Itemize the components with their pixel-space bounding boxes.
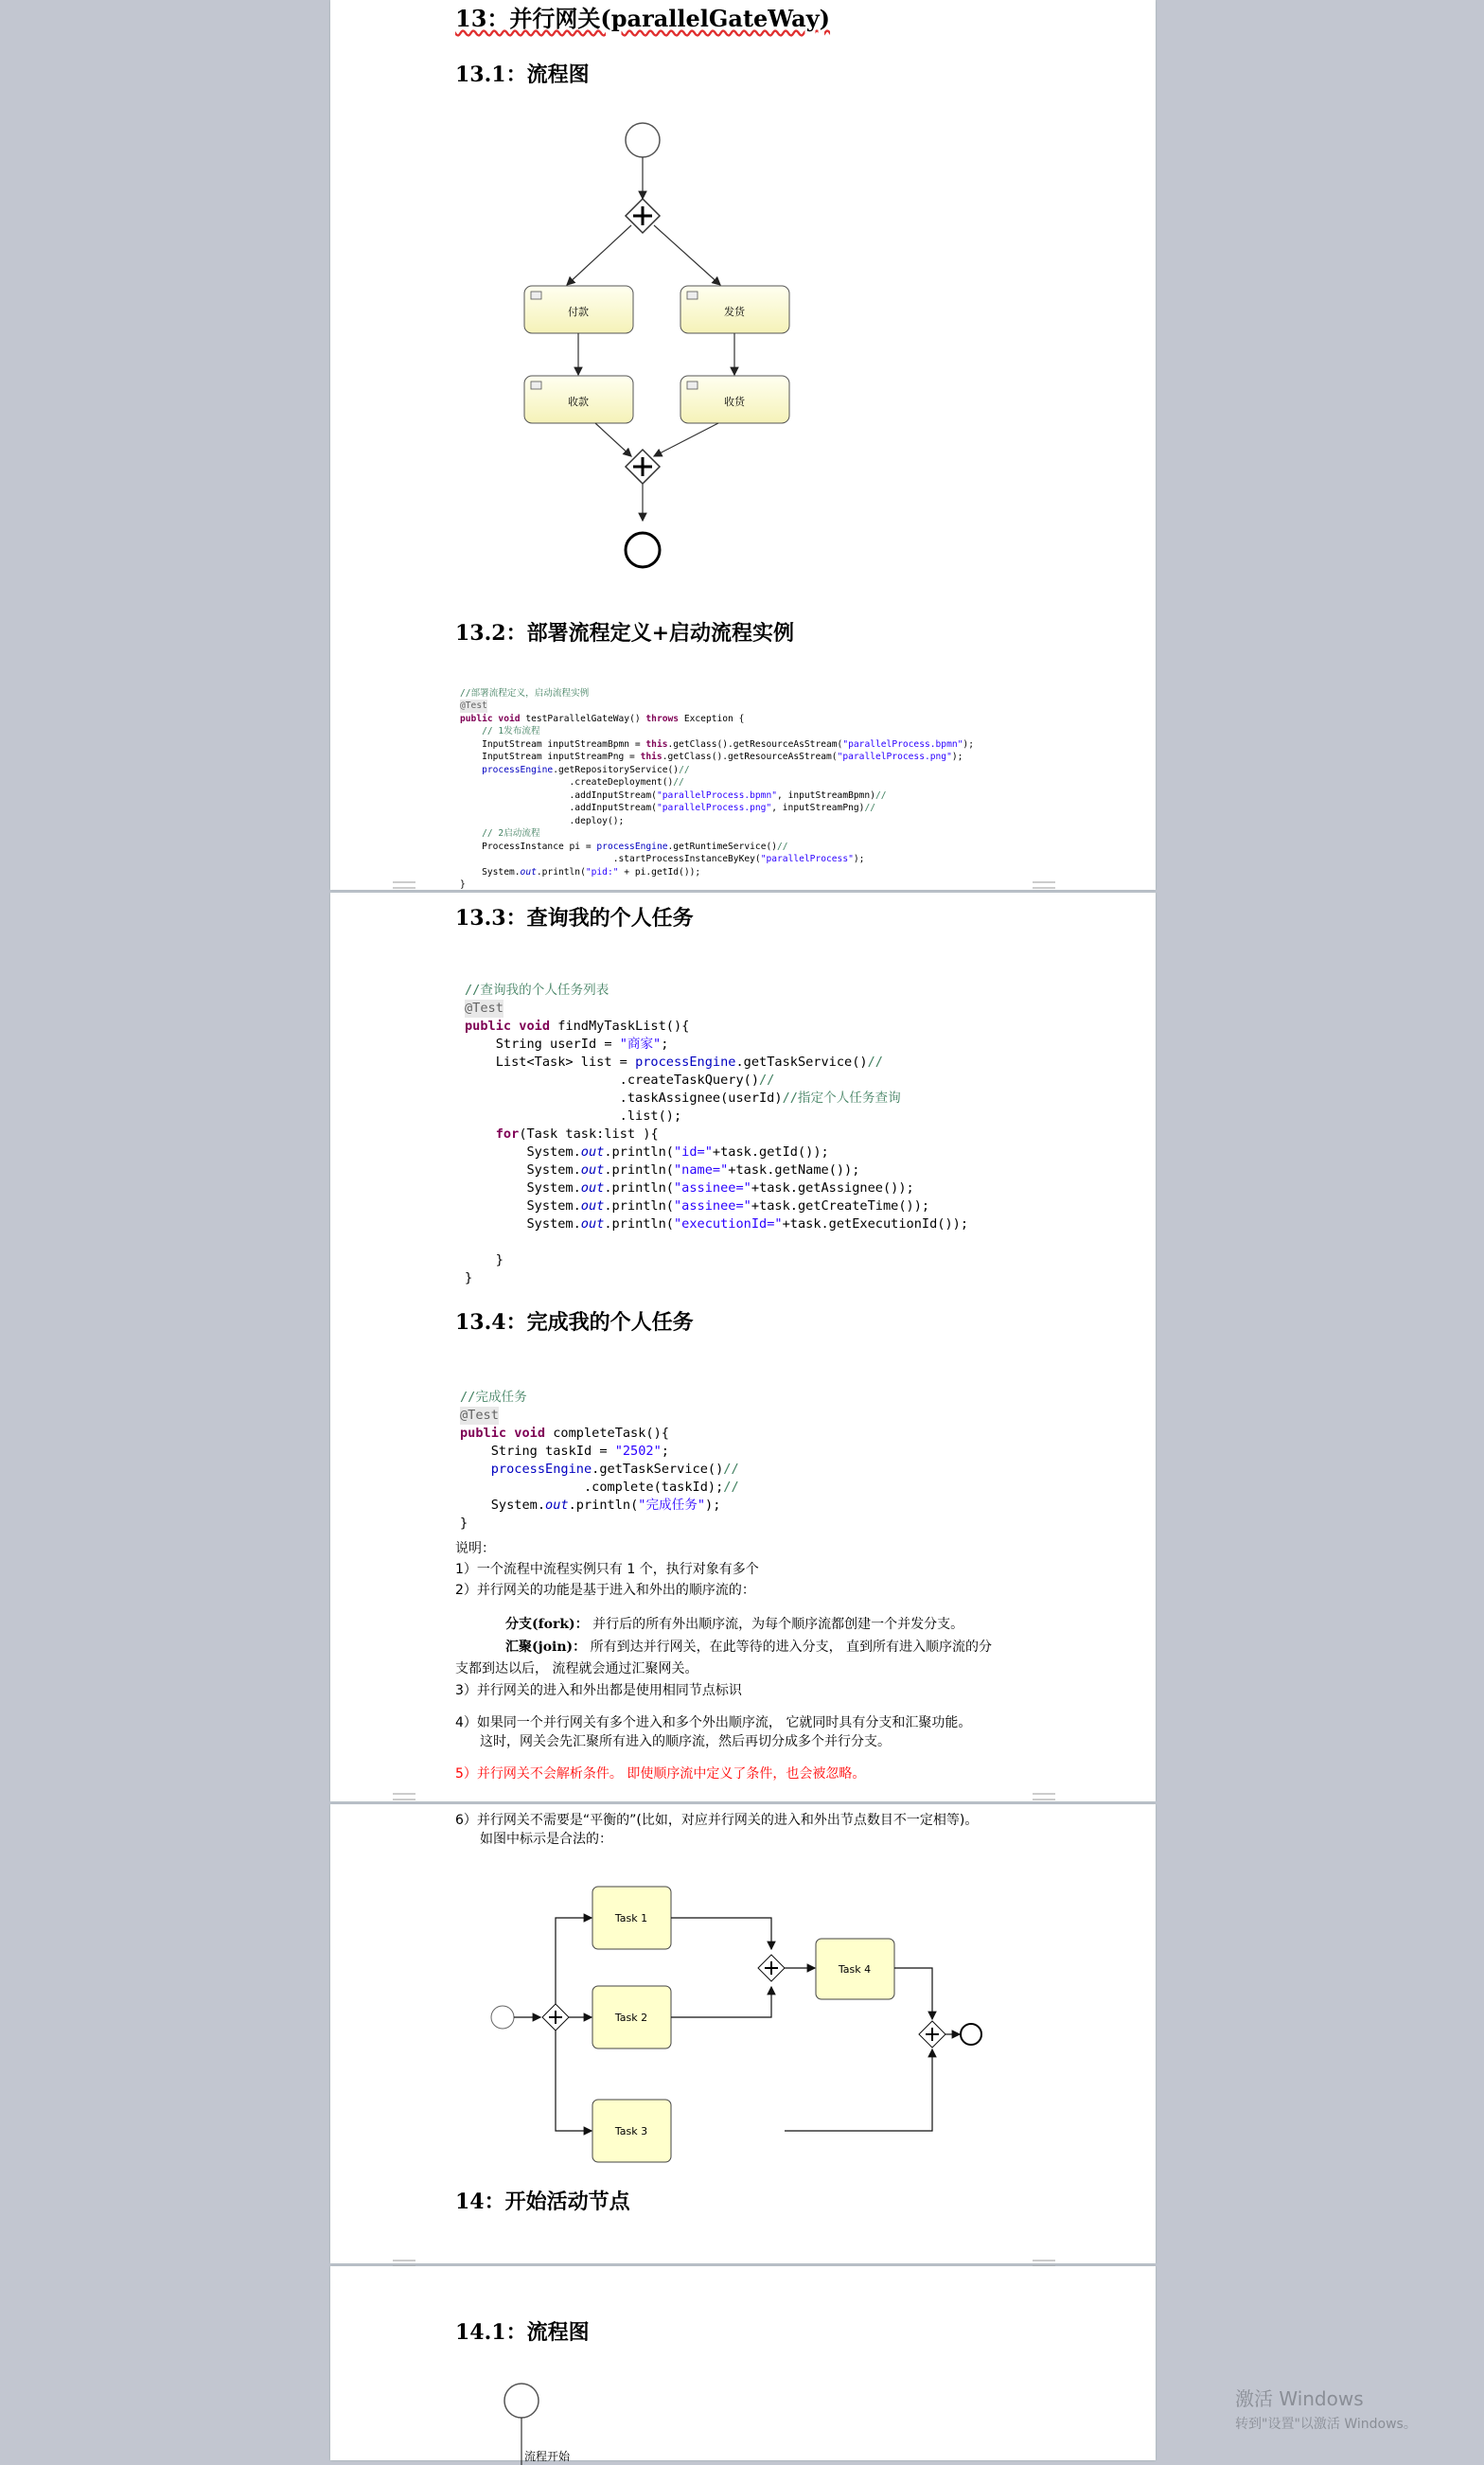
document-page-1	[330, 0, 1156, 890]
task-receive-payment	[524, 376, 633, 423]
svg-text:Task 1: Task 1	[614, 1912, 648, 1924]
note-3: 3）并行网关的进入和外出都是使用相同节点标识	[455, 1683, 742, 1698]
notes-label: 说明：	[455, 1541, 495, 1556]
parallel-gateway-diagram	[453, 114, 745, 577]
task-pay	[524, 286, 633, 333]
note-4b: 这时，网关会先汇聚所有进入的顺序流，然后再切分成多个并行分支。	[480, 1734, 891, 1749]
section-14-1-title: 14.1：流程图	[455, 2320, 590, 2345]
merge-gateway	[758, 1955, 785, 1981]
task-ship	[680, 286, 789, 333]
section-14-title: 14：开始活动节点	[455, 2190, 630, 2214]
end-event	[626, 533, 660, 567]
svg-text:发货: 发货	[724, 306, 745, 318]
final-join-gateway	[919, 2021, 945, 2048]
note-4a: 4）如果同一个并行网关有多个进入和多个外出顺序流， 它就同时具有分支和汇聚功能。	[455, 1715, 972, 1730]
svg-text:收款: 收款	[568, 396, 589, 408]
windows-activation-title: 激活 Windows	[1235, 2387, 1364, 2410]
code-complete-block: //完成任务 @Test public void completeTask(){ String taskId = "2502"; processEngine.getTaskService()// .complete(taskId);// System.out.println("完成任务"); }	[460, 1390, 739, 1531]
end-event	[961, 2024, 981, 2045]
unbalanced-gateway-diagram-right	[894, 1956, 1008, 2145]
task-1	[592, 1887, 671, 1949]
flow-start-label: 流程开始	[524, 2450, 571, 2463]
task-3	[592, 2100, 671, 2162]
fork-gateway	[626, 199, 660, 233]
code-line: public void testParallelGateWay() throws Exception {	[460, 713, 745, 724]
document-page-4	[330, 2266, 1156, 2463]
section-13-1-title: 13.1：流程图	[455, 62, 590, 87]
svg-text:Task 4: Task 4	[838, 1963, 872, 1976]
start-event	[504, 2384, 539, 2418]
note-1: 1）一个流程中流程实例只有 1 个，执行对象有多个	[455, 1562, 759, 1577]
code-query-block: //查询我的个人任务列表 @Test public void findMyTaskList(){ String userId = "商家"; List<Task> list = processEngine.getTaskService()// .createTaskQuery()// .taskAssignee(userId)//指定个人任务查询 .list(); for(Task task:list ){ System.out.println("id="+task.getId()); System.out.println("name="+task.getName()); System.out.println("assinee="+task.getAssignee()); System.out.println("assinee="+task.getCreateTime()); System.out.println("executionId="+task.getExecutionId()); } }	[465, 983, 968, 1286]
svg-text:Task 2: Task 2	[614, 2012, 648, 2024]
document-page-3	[330, 1804, 1156, 2263]
note-join: 汇聚(join)： 所有到达并行网关，在此等待的进入分支， 直到所有进入顺序流的分	[505, 1640, 993, 1655]
task-2	[592, 1986, 671, 2048]
start-event	[626, 123, 660, 157]
svg-text:付款: 付款	[568, 306, 589, 318]
note-fork: 分支(fork)： 并行后的所有外出顺序流，为每个顺序流都创建一个并发分支。	[505, 1617, 964, 1632]
document-page-2	[330, 893, 1156, 1801]
code-deploy-block: //部署流程定义，启动流程实例 @Test public void testParallelGateWay() throws Exception { // 1发布流程 InputStream inputStreamBpmn = this.getClass().getResourceAsStream("parallelProcess.bpmn"); InputStream inputStreamPng = this.getClass().getResourceAsStream("parallelProcess.png"); processEngine.getRepositoryService()// .createDeployment()// .addInputStream("parallelProcess.bpmn", inputStreamBpmn)// .addInputStream("parallelProcess.png", inputStreamPng)// .deploy(); // 2启动流程 ProcessInstance pi = processEngine.getRuntimeService()// .startProcessInstanceByKey("parallelProcess"); System.out.println("pid:" + pi.getId()); }	[460, 687, 974, 890]
section-13-title: 13：并行网关(parallelGateWay)	[455, 5, 831, 32]
note-join-cont: 支都到达以后， 流程就会通过汇聚网关。	[455, 1661, 698, 1676]
section-13-2-title: 13.2：部署流程定义+启动流程实例	[455, 621, 795, 646]
unbalanced-gateway-diagram	[491, 1861, 908, 2155]
note-6b: 如图中标示是合法的：	[480, 1832, 612, 1847]
note-6a: 6）并行网关不需要是“平衡的”(比如，对应并行网关的进入和外出节点数目不一定相等)。	[455, 1813, 979, 1828]
start-event	[491, 2006, 514, 2029]
svg-text:收货: 收货	[724, 396, 745, 408]
note-5: 5）并行网关不会解析条件。 即使顺序流中定义了条件，也会被忽略。	[455, 1766, 866, 1782]
note-2: 2）并行网关的功能是基于进入和外出的顺序流的：	[455, 1583, 755, 1598]
svg-text:Task 3: Task 3	[614, 2125, 648, 2137]
section-13-3-title: 13.3：查询我的个人任务	[455, 906, 694, 931]
fork-gateway	[542, 2004, 569, 2031]
windows-activation-hint: 转到"设置"以激活 Windows。	[1235, 2417, 1417, 2432]
task-4	[816, 1939, 894, 1999]
section-13-4-title: 13.4：完成我的个人任务	[455, 1310, 694, 1335]
task-receive-goods	[680, 376, 789, 423]
join-gateway	[626, 450, 660, 484]
